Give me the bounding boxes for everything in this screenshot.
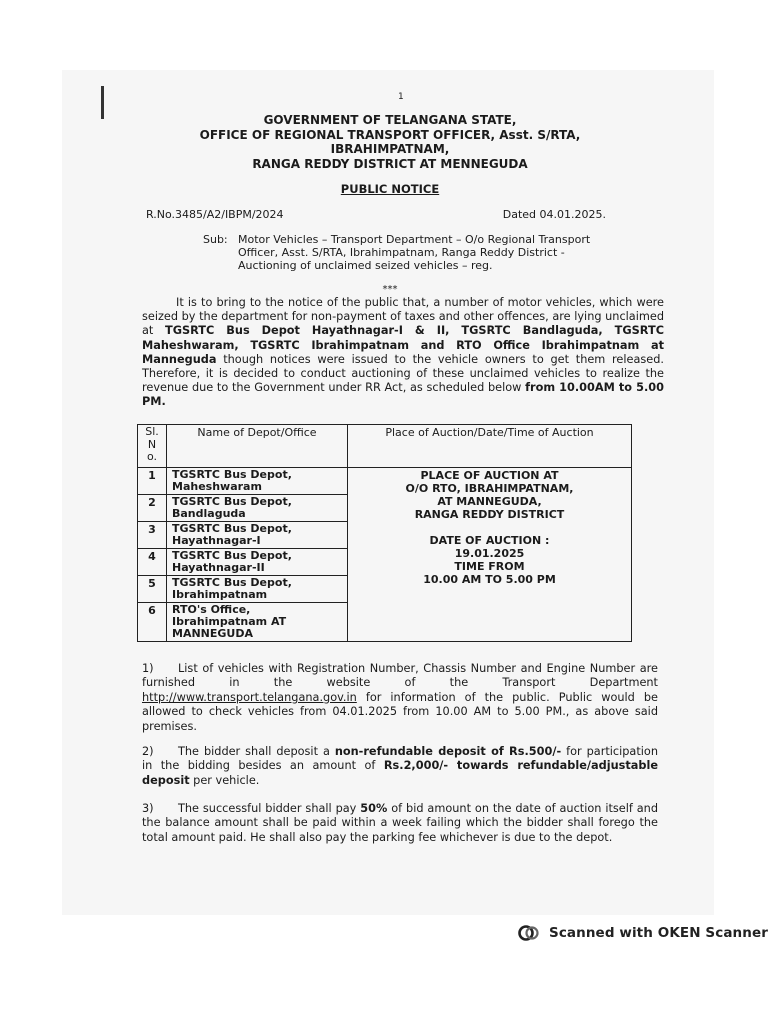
scanner-label: Scanned with OKEN Scanner: [549, 925, 768, 941]
serial-cell: 6: [138, 603, 167, 642]
point-text: of bid amount on the date of auction itself and the balance amount shall be paid within a week failing which the bidder shall forego the total amount paid. He shall also pay the parking fee whichever is due to the depot.: [142, 802, 659, 844]
point-text: The bidder shall deposit a: [178, 745, 335, 758]
column-header-place: Place of Auction/Date/Time of Auction: [348, 425, 632, 468]
point-number: 2): [142, 745, 154, 758]
point-number: 3): [142, 802, 154, 815]
subject-text: Motor Vehicles – Transport Department – O/o Regional Transport Officer, Asst. S/RTA, Ibrahimpatnam, Ranga Reddy District - Auctioning of unclaimed seized vehicles – reg.: [238, 233, 591, 273]
serial-cell: 1: [138, 468, 167, 495]
website-link[interactable]: http://www.transport.telangana.gov.in: [142, 690, 357, 704]
serial-cell: 3: [138, 522, 167, 549]
place-line: O/O RTO, IBRAHIMPATNAM,: [405, 482, 574, 495]
depot-cell: TGSRTC Bus Depot, Hayathnagar-I: [167, 522, 348, 549]
depot-cell: RTO's Office, Ibrahimpatnam AT MANNEGUDA: [167, 603, 348, 642]
point-2: [142, 745, 658, 788]
notice-title: PUBLIC NOTICE: [340, 182, 440, 196]
point-text: for information of the public. Public would be allowed to check vehicles from 04.01.2025 from 10.00 AM to 5.00 PM., as above said premises.: [142, 690, 658, 733]
page-number: 1: [398, 92, 404, 102]
depot-cell: TGSRTC Bus Depot, Ibrahimpatnam: [167, 576, 348, 603]
body-paragraph: [142, 296, 664, 410]
document-header: [100, 113, 680, 171]
date-line: 19.01.2025: [454, 547, 525, 560]
subject: [203, 233, 603, 273]
point-text: List of vehicles with Registration Number, Chassis Number and Engine Number are furnished in the website of the Transport Department: [142, 662, 658, 690]
column-header-sl: Sl. N o.: [138, 425, 167, 468]
point-bold-text: 50%: [360, 802, 388, 815]
table-header-row: [138, 425, 632, 468]
table-row: [138, 468, 632, 495]
place-line: RANGA REDDY DISTRICT: [414, 508, 565, 521]
serial-cell: 4: [138, 549, 167, 576]
point-bold-text: Rs.2,000/- towards refundable/adjustable deposit: [142, 759, 658, 787]
body-bold-text: from 10.00AM to 5.00 PM.: [142, 381, 664, 409]
place-line: AT MANNEGUDA,: [437, 495, 542, 508]
auction-details-cell: [348, 468, 632, 642]
depot-cell: TGSRTC Bus Depot, Hayathnagar-II: [167, 549, 348, 576]
depot-cell: TGSRTC Bus Depot, Maheshwaram: [167, 468, 348, 495]
header-line: GOVERNMENT OF TELANGANA STATE,: [263, 113, 517, 127]
reference-number: R.No.3485/A2/IBPM/2024: [146, 208, 284, 221]
header-line: RANGA REDDY DISTRICT AT MENNEGUDA: [252, 156, 528, 171]
date-line: TIME FROM: [454, 560, 525, 573]
body-bold-text: TGSRTC Bus Depot Hayathnagar-I & II, TGSRTC Bandlaguda, TGSRTC Maheshwaram, TGSRTC Ibrahimpatnam and RTO Office Ibrahimpatnam at Manneguda: [142, 324, 664, 366]
date-line: DATE OF AUCTION :: [429, 534, 550, 547]
point-text: for participation in the bidding besides an amount of: [142, 745, 658, 773]
header-line: IBRAHIMPATNAM,: [330, 142, 450, 157]
notice-date: Dated 04.01.2025.: [502, 208, 606, 221]
place-line: PLACE OF AUCTION AT: [420, 469, 559, 482]
point-1: [142, 662, 658, 734]
point-text: per vehicle.: [189, 773, 260, 787]
serial-cell: 5: [138, 576, 167, 603]
body-text: though notices were issued to the vehicle owners to get them released. Therefore, it is decided to conduct auctioning of these unclaimed vehicles to realize the revenue due to the Government under RR Act, as scheduled below: [142, 352, 664, 395]
point-3: [142, 802, 658, 845]
scanner-logo-icon: [518, 923, 540, 943]
point-text: The successful bidder shall pay: [178, 802, 361, 815]
body-text: It is to bring to the notice of the public that, a number of motor vehicles, which were seized by the department for non-payment of taxes and other offences, are lying unclaimed at: [142, 296, 664, 338]
serial-cell: 2: [138, 495, 167, 522]
scanner-watermark: [518, 923, 768, 943]
reference-line: [146, 208, 606, 221]
subject-label: Sub:: [203, 233, 228, 246]
column-header-name: Name of Depot/Office: [167, 425, 348, 468]
point-number: 1): [142, 662, 154, 675]
separator: ***: [382, 284, 398, 295]
date-line: 10.00 AM TO 5.00 PM: [423, 573, 556, 586]
header-line: OFFICE OF REGIONAL TRANSPORT OFFICER, Asst. S/RTA,: [199, 127, 581, 142]
auction-table: [137, 424, 632, 642]
depot-cell: TGSRTC Bus Depot, Bandlaguda: [167, 495, 348, 522]
point-bold-text: non-refundable deposit of Rs.500/-: [334, 745, 562, 758]
